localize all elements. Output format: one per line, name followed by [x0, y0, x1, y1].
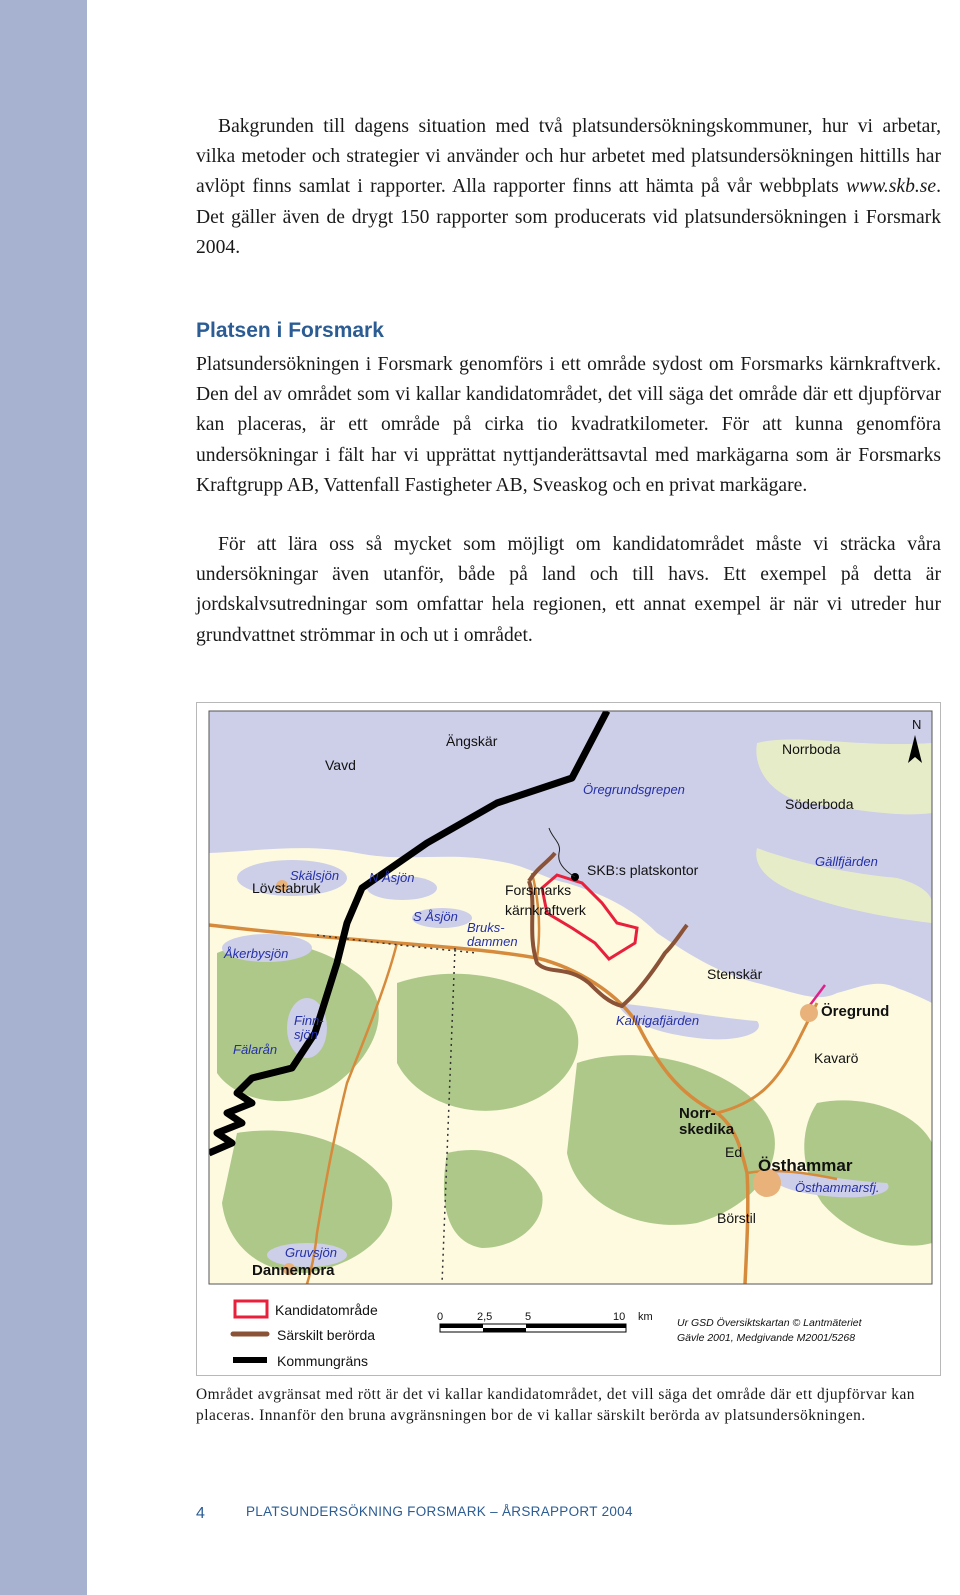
- label-nasjon: N Åsjön: [369, 870, 415, 885]
- map-caption: Området avgränsat med rött är det vi kallar kandidatområdet, det vill säga det område där ett djupförvar kan placeras. Innanför den bruna avgränsningen bor de vi kallar särskilt berörda av platsundersökningen.: [196, 1386, 915, 1424]
- legend-label-sarskilt-berorda: Särskilt berörda: [277, 1327, 376, 1343]
- scale-tick-2-5: 2,5: [477, 1311, 493, 1323]
- forsmark-map: [197, 703, 942, 1377]
- legend-label-kommungrans: Kommungräns: [277, 1353, 369, 1369]
- label-bruks: Bruks-: [467, 920, 505, 935]
- scale-tick-5: 5: [525, 1311, 532, 1323]
- running-footer-title: PLATSUNDERSÖKNING FORSMARK – ÅRSRAPPORT 2004: [246, 1504, 633, 1519]
- scale-tick-0: 0: [437, 1311, 444, 1323]
- label-oregrundsgrepen: Öregrundsgrepen: [583, 782, 685, 797]
- scale-unit: km: [638, 1311, 653, 1323]
- label-gruvsjon: Gruvsjön: [285, 1245, 338, 1260]
- map-credit-line-2: Gävle 2001, Medgivande M2001/5268: [677, 1332, 856, 1344]
- label-akerbysjon: Åkerbysjön: [224, 946, 289, 961]
- intro-paragraph: Bakgrunden till dagens situation med två platsundersökningskommuner, hur vi arbetar, vilka metoder och strategier vi använder och hur arbetet med platsundersökningen hittills har avlöpt finns samlat i rapporter. Alla rapporter finns att hämta på vår webbplats www.skb.se. Det gäller även de drygt 150 rapporter som producerats vid platsundersökningen i Forsmark 2004.: [196, 116, 941, 258]
- label-osthammarsfjarden: Östhammarsfj.: [795, 1180, 880, 1195]
- scale-tick-10: 10: [613, 1311, 626, 1323]
- label-osthammar: Östhammar: [758, 1156, 853, 1175]
- label-lovstabruk: Lövstabruk: [252, 880, 321, 896]
- label-soderboda: Söderboda: [785, 796, 854, 812]
- label-forsmarks: Forsmarks: [505, 882, 572, 898]
- label-dannemora: Dannemora: [252, 1262, 335, 1279]
- page-number: 4: [196, 1505, 205, 1522]
- label-oregrund: Öregrund: [821, 1003, 890, 1020]
- legend-label-kandidatomrade: Kandidatområde: [275, 1302, 378, 1318]
- legend-swatch-kandidatomrade: [235, 1301, 267, 1317]
- north-label: N: [912, 717, 922, 732]
- label-finn: Finn-: [294, 1013, 324, 1028]
- section-paragraph-1: Platsundersökningen i Forsmark genomförs i ett område sydost om Forsmarks kärnkraftverk. Den del av området som vi kallar kandidatområdet, det vill säga det område där ett djupförvar kan placeras, är ett område på cirka tio kvadratkilometer. För att kunna genomföra undersökningar i fält har vi upprättat nyttjanderättsavtal med markägarna som är Forsmarks Kraftgrupp AB, Vattenfall Fastigheter AB, Sveaskog och en privat markägare.: [196, 354, 941, 496]
- label-ed: Ed: [725, 1144, 743, 1160]
- label-karnkraftverk: kärnkraftverk: [505, 902, 586, 918]
- website-link[interactable]: www.skb.se: [846, 176, 937, 198]
- label-skb-office: SKB:s platskontor: [587, 862, 699, 878]
- label-skalsjon: Skälsjön: [290, 868, 340, 883]
- label-dammen: dammen: [467, 934, 518, 949]
- section-heading: Platsen i Forsmark: [196, 319, 384, 342]
- map-figure: [196, 702, 941, 1376]
- page-sidebar-band: [0, 0, 87, 1595]
- label-kavaro: Kavarö: [814, 1050, 859, 1066]
- label-norrboda: Norrboda: [782, 741, 841, 757]
- label-norr: Norr-: [679, 1105, 716, 1122]
- label-vavd: Vavd: [325, 757, 356, 773]
- label-sasjon: S Åsjön: [413, 909, 458, 924]
- scale-bar: [440, 1324, 626, 1332]
- label-borstil: Börstil: [717, 1210, 756, 1226]
- label-falaran: Fälarån: [233, 1042, 278, 1057]
- label-angskar: Ängskär: [446, 733, 498, 749]
- label-skedika: skedika: [679, 1121, 735, 1138]
- town-oregrund: [800, 1004, 818, 1022]
- label-kallrigafjarden: Kallrigafjärden: [616, 1013, 700, 1028]
- section-paragraph-2: För att lära oss så mycket som möjligt om kandidatområdet måste vi sträcka våra undersökningar även utanför, både på land och till havs. Ett exempel på detta är jordskalvsutredningar som omfattar hela regionen, ett annat exempel är när vi utreder hur grundvattnet strömmar in och ut i området.: [196, 534, 941, 646]
- label-gallfjarden: Gällfjärden: [815, 854, 878, 869]
- label-sjon: sjön: [294, 1027, 318, 1042]
- map-credit-line-1: Ur GSD Översiktskartan © Lantmäteriet: [677, 1317, 862, 1329]
- label-stenskar: Stenskär: [707, 966, 763, 982]
